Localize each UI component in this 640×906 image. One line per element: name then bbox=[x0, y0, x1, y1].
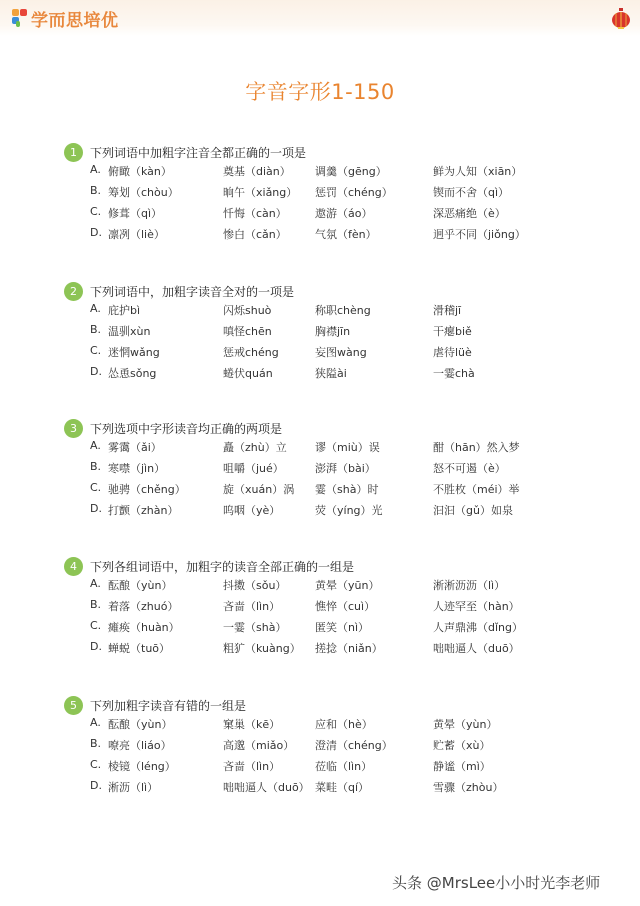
option-word: 吝啬（lìn） bbox=[223, 600, 281, 613]
option-word: 粗犷（kuàng） bbox=[223, 642, 301, 655]
option-label: B. bbox=[90, 184, 102, 197]
option-label: C. bbox=[90, 481, 102, 494]
question-text: 下列加粗字读音有错的一组是 bbox=[90, 699, 247, 713]
question-text: 下列各组词语中，加粗字的读音全部正确的一组是 bbox=[90, 560, 355, 574]
option-word: 咀嚼（jué） bbox=[223, 462, 284, 475]
option-label: C. bbox=[90, 205, 102, 218]
option-word: 嗔怪chēn bbox=[223, 325, 272, 338]
option-word: 凛冽（liè） bbox=[108, 228, 165, 241]
option-word: 鲜为人知（xiān） bbox=[433, 165, 523, 178]
question-header bbox=[64, 282, 294, 301]
question-number-badge: 5 bbox=[64, 696, 83, 715]
option-word: 高邈（miǎo） bbox=[223, 739, 295, 752]
option-label: C. bbox=[90, 619, 102, 632]
option-word: 不胜枚（méi）举 bbox=[433, 483, 520, 496]
option-word: 淅沥（lì） bbox=[108, 781, 159, 794]
option-word: 温驯xùn bbox=[108, 325, 151, 338]
brand-logo bbox=[12, 7, 119, 29]
question-text: 下列词语中加粗字注音全都正确的一项是 bbox=[90, 146, 307, 160]
option-word: 谬（miù）误 bbox=[315, 441, 380, 454]
option-word: 打颤（zhàn） bbox=[108, 504, 179, 517]
option-word: 筹划（chòu） bbox=[108, 186, 179, 199]
option-word: 晌午（xiǎng） bbox=[223, 186, 298, 199]
option-word: 称职chèng bbox=[315, 304, 371, 317]
option-word: 黄晕（yūn） bbox=[315, 579, 380, 592]
option-word: 气氛（fèn） bbox=[315, 228, 377, 241]
option-word: 荧（yíng）光 bbox=[315, 504, 383, 517]
question-header bbox=[64, 419, 282, 438]
option-word: 莅临（lìn） bbox=[315, 760, 373, 773]
option-label: D. bbox=[90, 640, 102, 653]
option-word: 吝啬（lìn） bbox=[223, 760, 281, 773]
logo-icon bbox=[12, 9, 28, 27]
logo-text: 学而思培优 bbox=[31, 10, 119, 31]
option-word: 干瘪biě bbox=[433, 325, 472, 338]
option-word: 锲而不舍（qì） bbox=[433, 186, 510, 199]
option-word: 遨游（áo） bbox=[315, 207, 373, 220]
option-word: 胸襟jīn bbox=[315, 325, 351, 338]
option-word: 人声鼎沸（dǐng） bbox=[433, 621, 523, 634]
question-header bbox=[64, 696, 246, 715]
option-word: 深恶痛绝（è） bbox=[433, 207, 506, 220]
option-word: 矗（zhù）立 bbox=[223, 441, 287, 454]
option-word: 一霎chà bbox=[433, 367, 475, 380]
option-word: 咄咄逼人（duō） bbox=[223, 781, 310, 794]
lantern-icon bbox=[610, 8, 632, 30]
option-label: A. bbox=[90, 716, 101, 729]
page-header bbox=[0, 0, 640, 36]
option-word: 调羹（gēng） bbox=[315, 165, 387, 178]
option-word: 瘫痪（huàn） bbox=[108, 621, 180, 634]
option-word: 窠巢（kē） bbox=[223, 718, 281, 731]
option-word: 搓捻（niǎn） bbox=[315, 642, 383, 655]
option-label: B. bbox=[90, 460, 102, 473]
option-word: 汩汩（gǔ）如泉 bbox=[433, 504, 513, 517]
option-word: 菜畦（qí） bbox=[315, 781, 370, 794]
option-label: C. bbox=[90, 344, 102, 357]
option-word: 酝酿（yùn） bbox=[108, 579, 173, 592]
option-word: 着落（zhuó） bbox=[108, 600, 179, 613]
option-word: 蝉蜕（tuō） bbox=[108, 642, 171, 655]
option-word: 酣（hān）然入梦 bbox=[433, 441, 520, 454]
option-word: 怒不可遏（è） bbox=[433, 462, 506, 475]
option-word: 蜷伏quán bbox=[223, 367, 273, 380]
option-word: 惩戒chéng bbox=[223, 346, 279, 359]
option-label: A. bbox=[90, 163, 101, 176]
option-word: 寒噤（jìn） bbox=[108, 462, 166, 475]
option-label: B. bbox=[90, 323, 102, 336]
option-word: 惩罚（chéng） bbox=[315, 186, 393, 199]
option-word: 雾霭（ǎi） bbox=[108, 441, 162, 454]
option-label: B. bbox=[90, 598, 102, 611]
option-word: 旋（xuán）涡 bbox=[223, 483, 295, 496]
option-word: 妄图wàng bbox=[315, 346, 367, 359]
question-text: 下列词语中，加粗字读音全对的一项是 bbox=[90, 285, 295, 299]
option-label: A. bbox=[90, 439, 101, 452]
watermark: 头条 @MrsLee小小时光李老师 bbox=[392, 874, 601, 892]
option-label: D. bbox=[90, 779, 102, 792]
question-number-badge: 2 bbox=[64, 282, 83, 301]
option-word: 澎湃（bài） bbox=[315, 462, 376, 475]
option-word: 霎（shà）时 bbox=[315, 483, 379, 496]
option-word: 应和（hè） bbox=[315, 718, 373, 731]
question-header bbox=[64, 557, 354, 576]
question-number-badge: 3 bbox=[64, 419, 83, 438]
option-word: 棱镜（léng） bbox=[108, 760, 176, 773]
question-text: 下列选项中字形读音均正确的两项是 bbox=[90, 422, 283, 436]
option-word: 狭隘ài bbox=[315, 367, 347, 380]
option-word: 驰骋（chěng） bbox=[108, 483, 186, 496]
question-number-badge: 1 bbox=[64, 143, 83, 162]
option-word: 酝酿（yùn） bbox=[108, 718, 173, 731]
option-word: 呜咽（yè） bbox=[223, 504, 281, 517]
option-word: 修葺（qì） bbox=[108, 207, 163, 220]
option-word: 滑稽jī bbox=[433, 304, 462, 317]
option-label: A. bbox=[90, 302, 101, 315]
option-word: 俯瞰（kàn） bbox=[108, 165, 172, 178]
question-number-badge: 4 bbox=[64, 557, 83, 576]
option-word: 淅淅沥沥（lì） bbox=[433, 579, 506, 592]
option-word: 迥乎不同（jiǒng） bbox=[433, 228, 526, 241]
option-word: 匿笑（nì） bbox=[315, 621, 370, 634]
option-word: 咄咄逼人（duō） bbox=[433, 642, 520, 655]
option-word: 静谧（mì） bbox=[433, 760, 491, 773]
question-header bbox=[64, 143, 306, 162]
option-word: 憔悴（cuì） bbox=[315, 600, 376, 613]
option-label: A. bbox=[90, 577, 101, 590]
option-word: 黄晕（yùn） bbox=[433, 718, 498, 731]
option-label: B. bbox=[90, 737, 102, 750]
option-word: 怂恿sǒng bbox=[108, 367, 157, 380]
option-label: C. bbox=[90, 758, 102, 771]
option-word: 抖擞（sǒu） bbox=[223, 579, 287, 592]
option-label: D. bbox=[90, 365, 102, 378]
option-word: 贮蓄（xù） bbox=[433, 739, 491, 752]
option-word: 闪烁shuò bbox=[223, 304, 272, 317]
option-label: D. bbox=[90, 226, 102, 239]
option-word: 忏悔（càn） bbox=[223, 207, 287, 220]
option-word: 奠基（diàn） bbox=[223, 165, 291, 178]
option-word: 嘹亮（liáo） bbox=[108, 739, 172, 752]
option-word: 虐待lüè bbox=[433, 346, 472, 359]
option-word: 雪骤（zhòu） bbox=[433, 781, 504, 794]
option-word: 迷惘wǎng bbox=[108, 346, 160, 359]
option-word: 一霎（shà） bbox=[223, 621, 287, 634]
option-word: 人迹罕至（hàn） bbox=[433, 600, 520, 613]
option-word: 澄清（chéng） bbox=[315, 739, 393, 752]
option-word: 惨白（cǎn） bbox=[223, 228, 287, 241]
option-word: 庇护bì bbox=[108, 304, 141, 317]
page-title: 字音字形1-150 bbox=[245, 80, 395, 104]
option-label: D. bbox=[90, 502, 102, 515]
